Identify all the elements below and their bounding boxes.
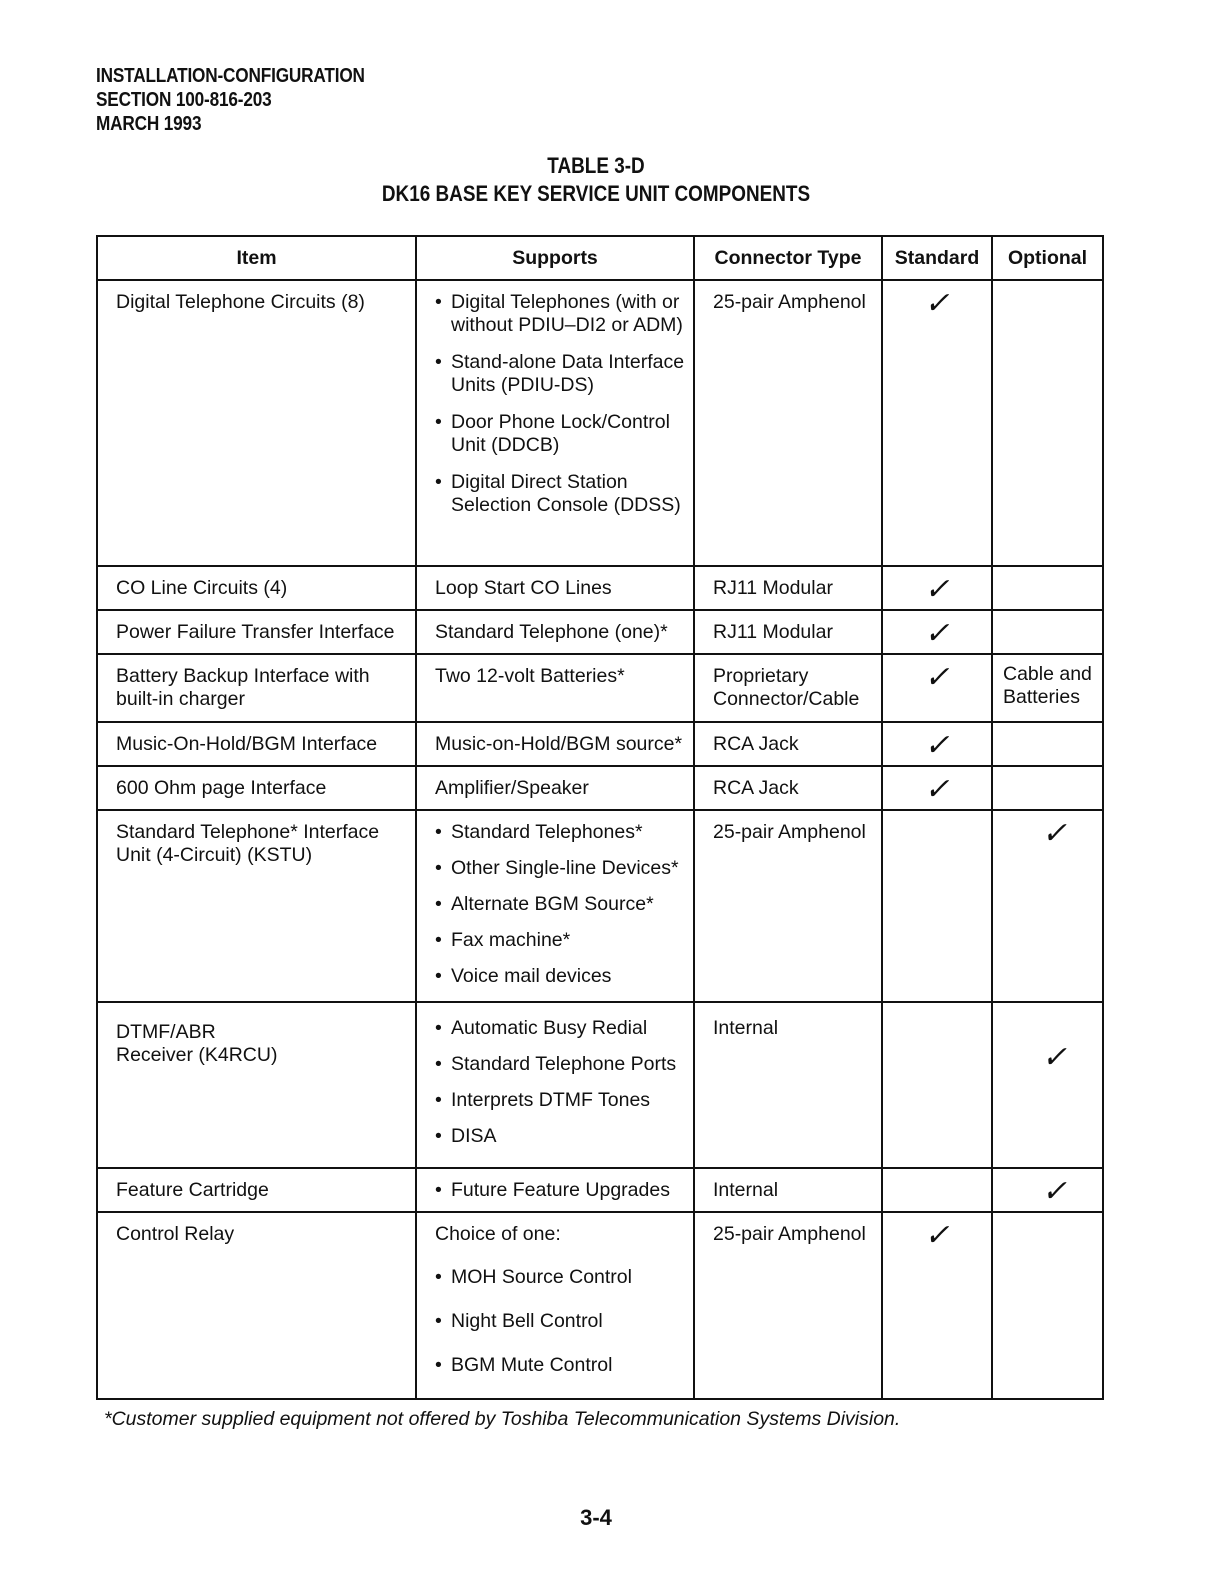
- connector-cell: RJ11 Modular: [694, 566, 882, 610]
- checkmark-icon: ✓: [1041, 1174, 1068, 1209]
- support-bullet: • Digital Direct Station Selection Console (DDSS): [435, 471, 691, 517]
- item-cell: Control Relay: [97, 1212, 416, 1399]
- table-row: [97, 810, 1103, 1002]
- table-row: [97, 722, 1103, 766]
- optional-cell: [992, 610, 1103, 654]
- checkmark-icon: ✓: [924, 660, 950, 695]
- connector-cell: RCA Jack: [694, 766, 882, 810]
- support-bullet: • MOH Source Control: [435, 1266, 691, 1289]
- document-header: [96, 64, 365, 136]
- standard-cell: [882, 280, 992, 566]
- standard-cell: [882, 610, 992, 654]
- supports-cell: [416, 1002, 694, 1168]
- table-row: [97, 1002, 1103, 1168]
- standard-cell: [882, 810, 992, 1002]
- page-number: 3-4: [580, 1505, 612, 1530]
- support-bullet: • Interprets DTMF Tones: [435, 1089, 691, 1112]
- supports-cell: [416, 1212, 694, 1399]
- standard-cell: [882, 1002, 992, 1168]
- optional-cell: [992, 766, 1103, 810]
- checkmark-icon: ✓: [1041, 1040, 1068, 1075]
- components-table: [96, 235, 1104, 1400]
- table-number: TABLE 3-D: [547, 153, 645, 178]
- footnote: *Customer supplied equipment not offered by Toshiba Telecommunication Systems Division.: [104, 1408, 901, 1430]
- supports-cell: [416, 280, 694, 566]
- column-header-supports: Supports: [416, 236, 694, 280]
- item-cell: Feature Cartridge: [97, 1168, 416, 1212]
- table-row: [97, 566, 1103, 610]
- optional-cell: [992, 566, 1103, 610]
- connector-cell: Proprietary Connector/Cable: [694, 654, 882, 722]
- connector-cell: RJ11 Modular: [694, 610, 882, 654]
- item-cell: [97, 1002, 416, 1168]
- support-bullet: • Standard Telephones*: [435, 821, 691, 844]
- item-cell: Battery Backup Interface with built-in charger: [97, 654, 416, 722]
- table-name: DK16 BASE KEY SERVICE UNIT COMPONENTS: [381, 181, 811, 206]
- column-header-connector: Connector Type: [694, 236, 882, 280]
- support-bullet: • BGM Mute Control: [435, 1354, 691, 1377]
- table-header-row: [97, 236, 1103, 280]
- table-row: [97, 1168, 1103, 1212]
- item-line: DTMF/ABR: [116, 1021, 216, 1043]
- standard-cell: [882, 566, 992, 610]
- support-bullet: • Alternate BGM Source*: [435, 893, 691, 916]
- checkmark-icon: ✓: [924, 616, 950, 651]
- checkmark-icon: ✓: [924, 728, 950, 763]
- support-bullet: • Night Bell Control: [435, 1310, 691, 1333]
- support-bullet: • Other Single-line Devices*: [435, 857, 691, 880]
- support-bullet: • Digital Telephones (with or without PDIU–DI2 or ADM): [435, 291, 691, 337]
- item-cell: Music-On-Hold/BGM Interface: [97, 722, 416, 766]
- optional-cell: [992, 1212, 1103, 1399]
- checkmark-icon: ✓: [1041, 816, 1068, 851]
- supports-cell: [416, 810, 694, 1002]
- connector-cell: Internal: [694, 1168, 882, 1212]
- column-header-item: Item: [97, 236, 416, 280]
- standard-cell: [882, 722, 992, 766]
- support-bullet: • Stand-alone Data Interface Units (PDIU-DS): [435, 351, 691, 397]
- standard-cell: [882, 654, 992, 722]
- item-cell: CO Line Circuits (4): [97, 566, 416, 610]
- supports-cell: Amplifier/Speaker: [416, 766, 694, 810]
- connector-cell: 25-pair Amphenol: [694, 810, 882, 1002]
- connector-cell: 25-pair Amphenol: [694, 280, 882, 566]
- optional-cell: [992, 1168, 1103, 1212]
- support-bullet: • Automatic Busy Redial: [435, 1017, 691, 1040]
- item-cell: Power Failure Transfer Interface: [97, 610, 416, 654]
- table-title: [0, 152, 1192, 208]
- item-cell: Digital Telephone Circuits (8): [97, 280, 416, 566]
- support-bullet: • Door Phone Lock/Control Unit (DDCB): [435, 411, 691, 457]
- item-cell: 600 Ohm page Interface: [97, 766, 416, 810]
- header-line-2: SECTION 100-816-203: [96, 89, 272, 111]
- column-header-optional: Optional: [992, 236, 1103, 280]
- header-line-1: INSTALLATION-CONFIGURATION: [96, 65, 365, 87]
- optional-cell: [992, 810, 1103, 1002]
- support-bullet: • Future Feature Upgrades: [435, 1179, 691, 1202]
- table-row: [97, 280, 1103, 566]
- supports-cell: Loop Start CO Lines: [416, 566, 694, 610]
- support-intro: Choice of one:: [435, 1223, 561, 1245]
- item-cell: Standard Telephone* Interface Unit (4-Circuit) (KSTU): [97, 810, 416, 1002]
- optional-cell: [992, 722, 1103, 766]
- standard-cell: [882, 1168, 992, 1212]
- column-header-standard: Standard: [882, 236, 992, 280]
- supports-cell: [416, 1168, 694, 1212]
- optional-cell: [992, 280, 1103, 566]
- supports-cell: Music-on-Hold/BGM source*: [416, 722, 694, 766]
- supports-cell: Two 12-volt Batteries*: [416, 654, 694, 722]
- connector-cell: RCA Jack: [694, 722, 882, 766]
- support-bullet: • Standard Telephone Ports: [435, 1053, 691, 1076]
- checkmark-icon: ✓: [924, 572, 950, 607]
- support-bullet: • DISA: [435, 1125, 691, 1148]
- header-line-3: MARCH 1993: [96, 113, 202, 135]
- optional-cell: Cable and Batteries: [992, 654, 1103, 722]
- checkmark-icon: ✓: [924, 286, 950, 321]
- table-row: [97, 654, 1103, 722]
- table-row: [97, 610, 1103, 654]
- support-bullet: • Voice mail devices: [435, 965, 691, 988]
- item-line: Receiver (K4RCU): [116, 1044, 278, 1066]
- connector-cell: 25-pair Amphenol: [694, 1212, 882, 1399]
- checkmark-icon: ✓: [924, 1218, 950, 1253]
- table-row: [97, 1212, 1103, 1399]
- table-row: [97, 766, 1103, 810]
- supports-cell: Standard Telephone (one)*: [416, 610, 694, 654]
- optional-cell: [992, 1002, 1103, 1168]
- checkmark-icon: ✓: [924, 772, 950, 807]
- support-bullet: • Fax machine*: [435, 929, 691, 952]
- standard-cell: [882, 1212, 992, 1399]
- connector-cell: Internal: [694, 1002, 882, 1168]
- standard-cell: [882, 766, 992, 810]
